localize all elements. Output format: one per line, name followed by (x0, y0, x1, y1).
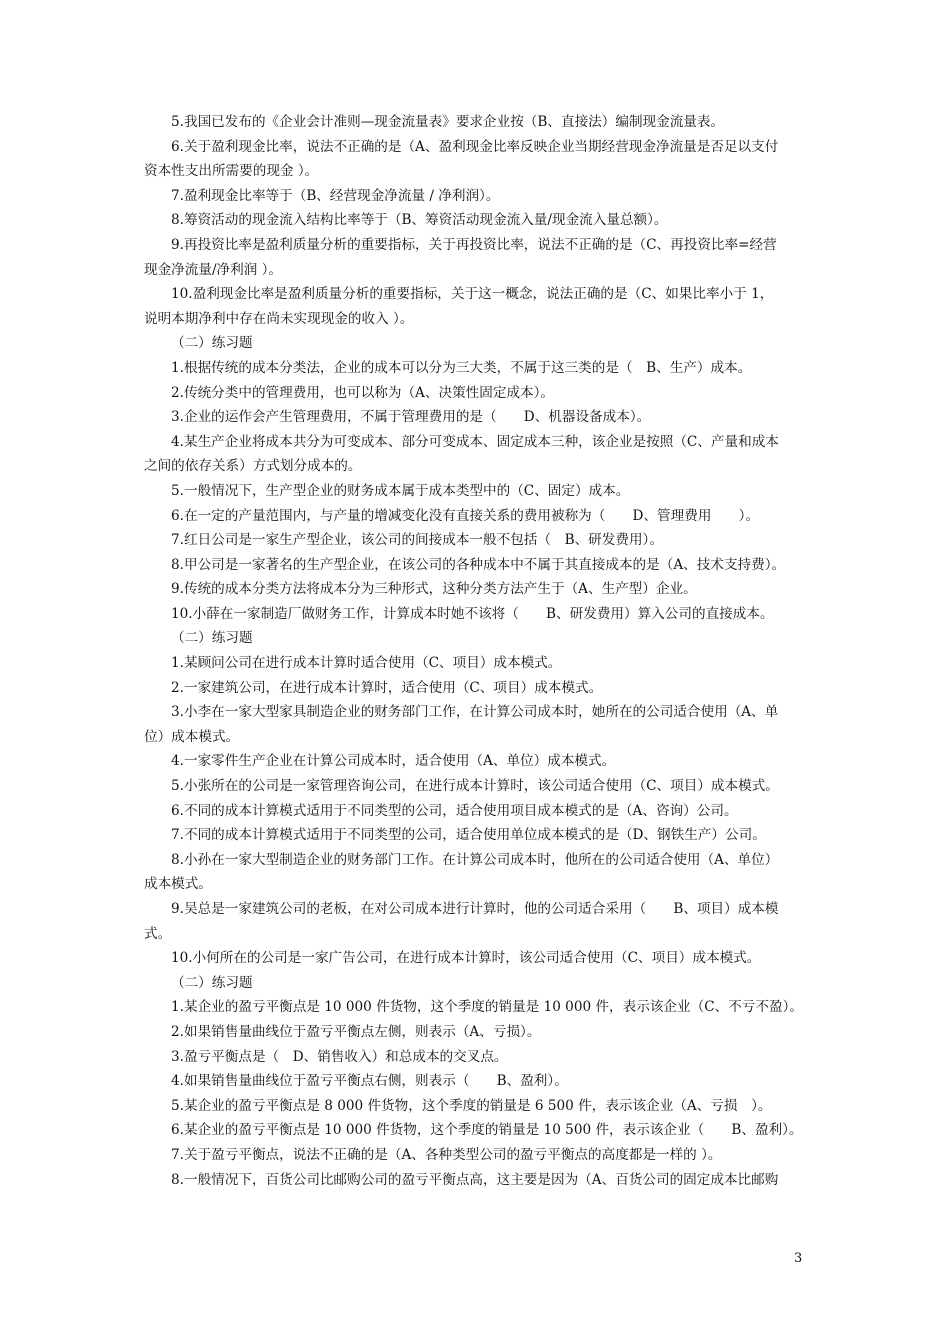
text-line: 1.根据传统的成本分类法，企业的成本可以分为三大类，不属于这三类的是（ B、生产）成本。 (171, 359, 752, 376)
text-line: 9.吴总是一家建筑公司的老板，在对公司成本进行计算时，他的公司适合采用（ B、项目）成本模 (171, 901, 779, 917)
text-line: 说明本期净利中存在尚未实现现金的收入 ）。 (144, 310, 414, 327)
text-line: 之间的依存关系）方式划分成本的。 (144, 458, 362, 475)
text-line: 6.关于盈利现金比率，说法不正确的是（A、盈利现金比率反映企业当期经营现金净流量是否足以支付 (171, 138, 779, 155)
text-line: 3.盈亏平衡点是（ D、销售收入）和总成本的交叉点。 (171, 1048, 508, 1065)
text-line: 式。 (144, 925, 172, 942)
text-line: 资本性支出所需要的现金 ）。 (144, 163, 319, 180)
text-line: 9.再投资比率是盈利质量分析的重要指标，关于再投资比率，说法不正确的是（C、再投资比率=经营 (171, 236, 777, 253)
text-line: 3.小李在一家大型家具制造企业的财务部门工作，在计算公司成本时，她所在的公司适合使用（A、单 (171, 704, 779, 721)
text-line: 6.不同的成本计算模式适用于不同类型的公司，适合使用项目成本模式的是（A、咨询）公司。 (171, 802, 738, 819)
text-line: 2.一家建筑公司，在进行成本计算时，适合使用（C、项目）成本模式。 (171, 679, 603, 696)
text-line: 5.一般情况下，生产型企业的财务成本属于成本类型中的（C、固定）成本。 (171, 482, 630, 499)
text-line: 2.传统分类中的管理费用，也可以称为（A、决策性固定成本）。 (171, 384, 555, 401)
document-body (144, 110, 810, 1192)
section-heading: （二）练习题 (171, 335, 253, 352)
text-line: 5.某企业的盈亏平衡点是 8 000 件货物，这个季度的销量是 6 500 件，表示该企业（A、亏损 ）。 (171, 1097, 772, 1114)
text-line: 8.小孙在一家大型制造企业的财务部门工作。在计算公司成本时，他所在的公司适合使用（A、单位） (171, 851, 779, 868)
text-line: 7.不同的成本计算模式适用于不同类型的公司，适合使用单位成本模式的是（D、钢铁生产）公司。 (171, 827, 766, 844)
text-line: 10.小薛在一家制造厂做财务工作，计算成本时她不该将（ B、研发费用）算入公司的直接成本。 (171, 605, 774, 622)
text-line: 2.如果销售量曲线位于盈亏平衡点左侧，则表示（A、亏损）。 (171, 1023, 541, 1040)
text-line: 现金净流量/净利润 ）。 (144, 261, 283, 278)
text-line: 1.某顾问公司在进行成本计算时适合使用（C、项目）成本模式。 (171, 655, 562, 672)
section-heading: （二）练习题 (171, 974, 253, 991)
text-line: 9.传统的成本分类方法将成本分为三种形式，这种分类方法产生于（A、生产型）企业。 (171, 581, 697, 598)
text-line: 10.盈利现金比率是盈利质量分析的重要指标，关于这一概念，说法正确的是（C、如果比率小于 1， (171, 286, 774, 303)
text-line: 4.一家零件生产企业在计算公司成本时，适合使用（A、单位）成本模式。 (171, 753, 616, 770)
text-line: 7.关于盈亏平衡点，说法不正确的是（A、各种类型公司的盈亏平衡点的高度都是一样的 ）。 (171, 1146, 722, 1163)
text-line: 4.如果销售量曲线位于盈亏平衡点右侧，则表示（ B、盈利）。 (171, 1073, 568, 1090)
text-line: 6.在一定的产量范围内，与产量的增减变化没有直接关系的费用被称为（ D、管理费用 ）。 (171, 507, 760, 524)
text-line: 4.某生产企业将成本共分为可变成本、部分可变成本、固定成本三种，该企业是按照（C、产量和成本 (171, 433, 779, 450)
text-line: 5.我国已发布的《企业会计准则—现金流量表》要求企业按（B、直接法）编制现金流量表。 (171, 114, 725, 130)
text-line: 7.盈利现金比率等于（B、经营现金净流量 / 净利润）。 (171, 187, 500, 204)
text-line: 1.某企业的盈亏平衡点是 10 000 件货物，这个季度的销量是 10 000 件，表示该企业（C、不亏不盈）。 (171, 999, 803, 1016)
text-line: 5.小张所在的公司是一家管理咨询公司，在进行成本计算时，该公司适合使用（C、项目）成本模式。 (171, 778, 779, 795)
text-line: 8.一般情况下，百货公司比邮购公司的盈亏平衡点高，这主要是因为（A、百货公司的固定成本比邮购 (171, 1171, 779, 1188)
text-line: 位）成本模式。 (144, 728, 240, 745)
text-line: 7.红日公司是一家生产型企业，该公司的间接成本一般不包括（ B、研发费用）。 (171, 532, 663, 549)
text-line: 8.筹资活动的现金流入结构比率等于（B、筹资活动现金流入量/现金流入量总额）。 (171, 212, 668, 229)
text-line: 6.某企业的盈亏平衡点是 10 000 件货物，这个季度的销量是 10 500 件，表示该企业（ B、盈利）。 (171, 1122, 803, 1139)
text-line: 成本模式。 (144, 876, 212, 893)
page-number: 3 (794, 1251, 803, 1266)
text-line: 3.企业的运作会产生管理费用，不属于管理费用的是（ D、机器设备成本）。 (171, 409, 651, 426)
text-line: 10.小何所在的公司是一家广告公司，在进行成本计算时，该公司适合使用（C、项目）成本模式。 (171, 950, 761, 967)
text-line: 8.甲公司是一家著名的生产型企业，在该公司的各种成本中不属于其直接成本的是（A、技术支持费）。 (171, 556, 786, 573)
section-heading: （二）练习题 (171, 630, 253, 647)
